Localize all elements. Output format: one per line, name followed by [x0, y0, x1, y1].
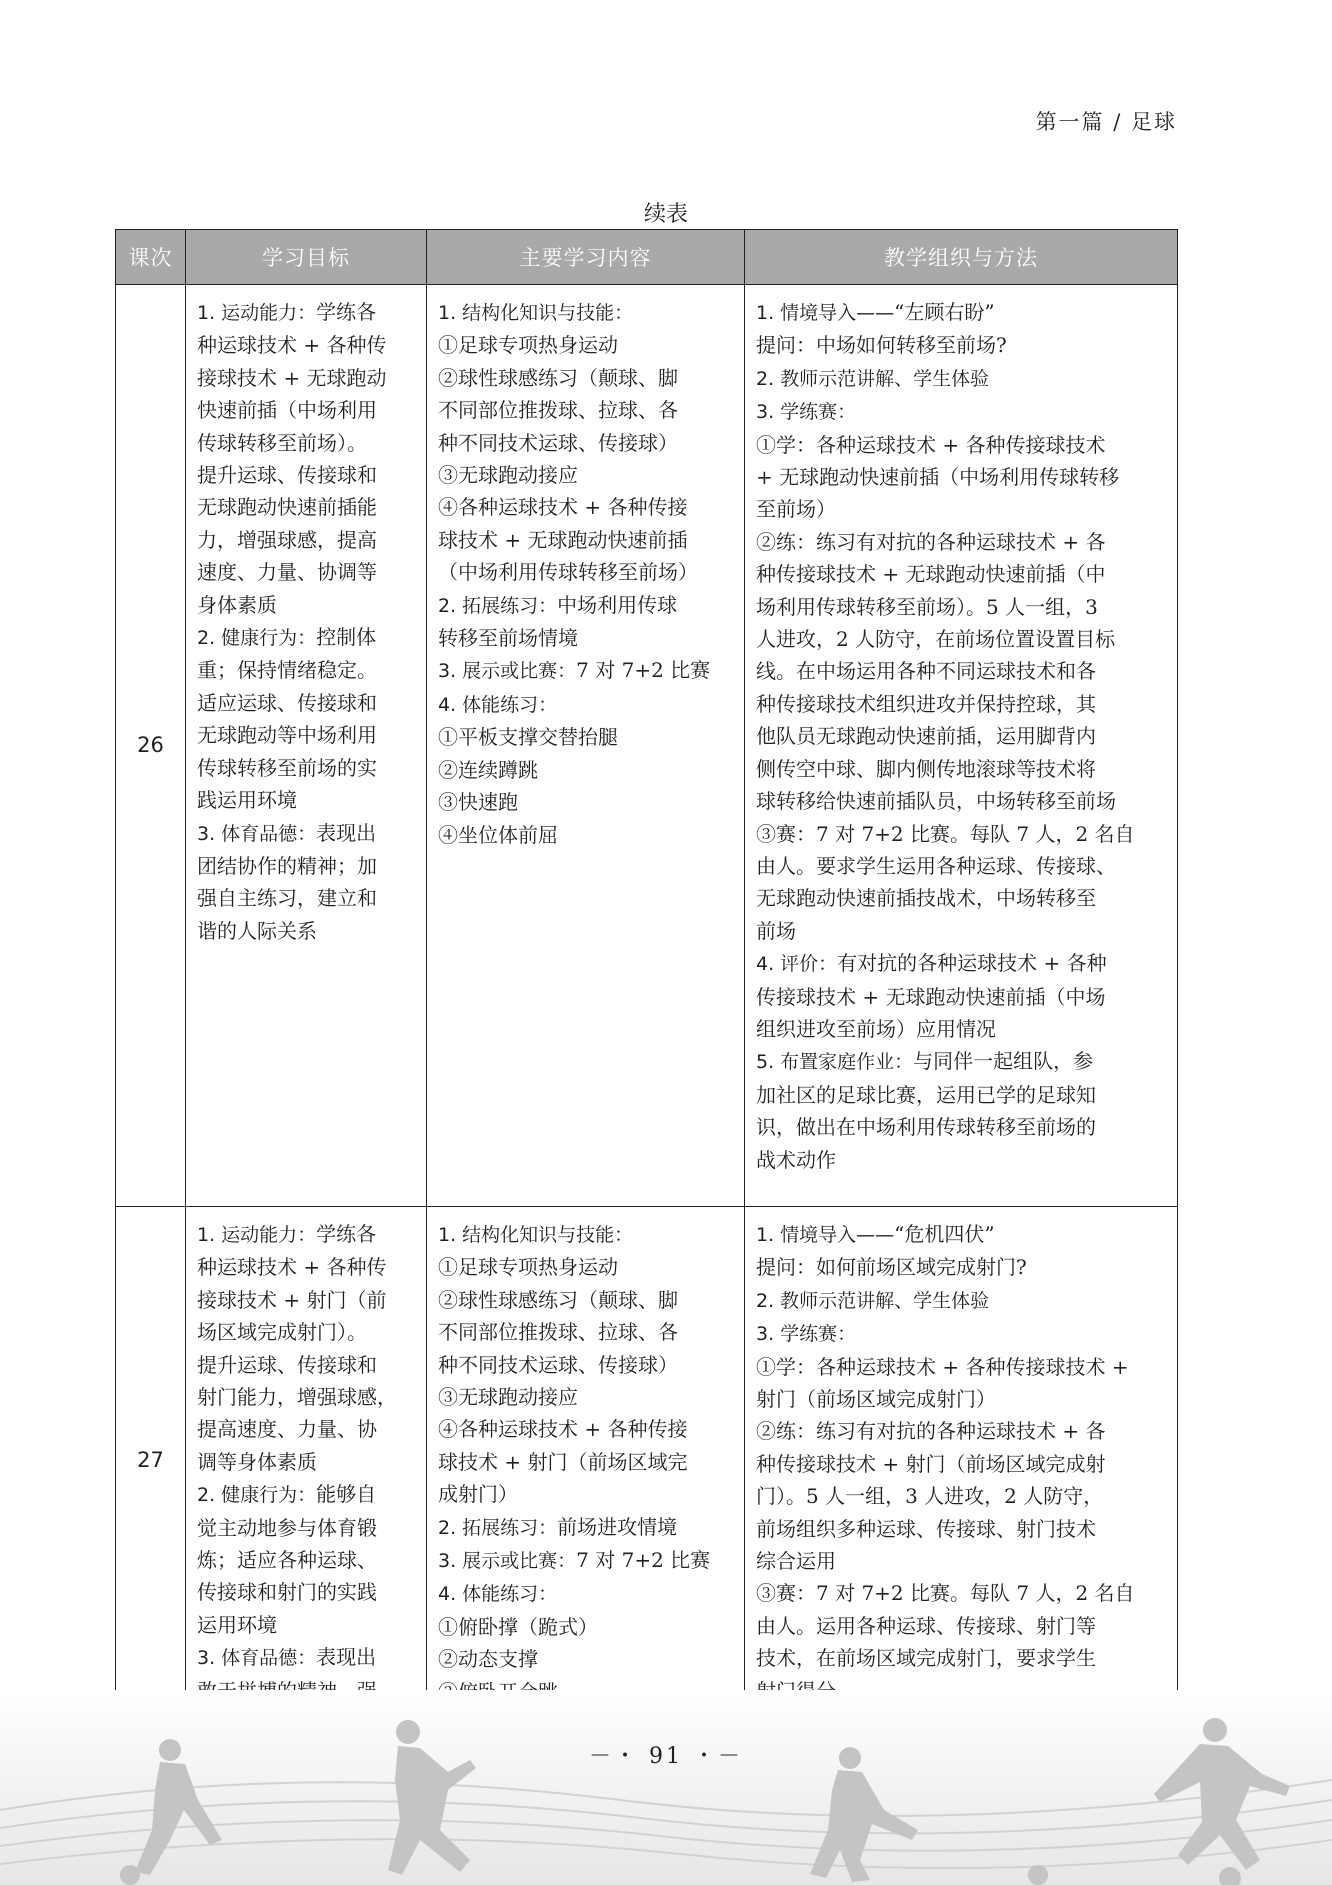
section-heading: 2. 拓展练习： — [438, 594, 558, 617]
section-heading: 3. 学练赛： — [756, 1323, 857, 1346]
text-line — [756, 493, 1167, 525]
body-text: 种不同技术运球、传接球） — [438, 430, 678, 455]
learning-content-cell — [427, 285, 745, 1207]
text-line — [197, 1609, 416, 1641]
section-heading: 1. 结构化知识与技能： — [438, 1224, 634, 1246]
body-text: 综合运用 — [756, 1549, 836, 1574]
text-line — [197, 882, 416, 914]
section-heading: 2. 健康行为： — [197, 1484, 317, 1507]
column-header-goals: 学习目标 — [186, 230, 427, 285]
text-line — [438, 1284, 734, 1316]
body-text: 速度、力量、协调等 — [197, 560, 377, 585]
text-line — [197, 817, 416, 850]
section-heading: 3. 体育品德： — [197, 1647, 317, 1670]
text-line — [438, 654, 734, 687]
text-line — [756, 591, 1167, 623]
running-head: 第一篇 / 足球 — [1035, 110, 1177, 134]
text-line — [756, 1317, 1167, 1350]
text-line — [197, 1218, 416, 1251]
body-text: 7 对 7+2 比赛 — [576, 658, 711, 683]
body-text: ①足球专项热身运动 — [438, 1255, 618, 1280]
body-text: 觉主动地参与体育锻 — [197, 1515, 377, 1540]
body-text: ②球性球感练习（颠球、脚 — [438, 1287, 678, 1312]
body-text: 无球跑动快速前插技战术，中场转移至 — [756, 886, 1096, 911]
text-line — [438, 819, 734, 851]
text-line — [756, 1545, 1167, 1577]
section-heading: 2. 教师示范讲解、学生体验 — [756, 1289, 990, 1312]
section-heading: 3. 展示或比赛： — [438, 1550, 577, 1573]
text-line — [438, 1544, 734, 1577]
body-text: 转移至前场情境 — [438, 626, 578, 651]
learning-goals-cell — [186, 285, 427, 1207]
text-line — [197, 427, 416, 459]
body-text: + 无球跑动快速前插（中场利用传球转移 — [756, 465, 1120, 490]
body-text: 践运用环境 — [197, 788, 297, 813]
body-text: 传接球和射门的实践 — [197, 1580, 377, 1605]
text-line — [756, 1144, 1167, 1176]
text-line — [197, 1576, 416, 1608]
body-text: 身体素质 — [197, 592, 277, 617]
column-header-lesson: 课次 — [116, 230, 186, 285]
text-line — [756, 1480, 1167, 1512]
body-text: ②球性球感练习（颠球、脚 — [438, 365, 678, 390]
lesson-number: 26 — [116, 285, 186, 1207]
text-line — [756, 329, 1167, 361]
body-text: 提升运球、传接球和 — [197, 1352, 377, 1377]
body-text: 表现出 — [316, 1645, 377, 1670]
text-line — [756, 526, 1167, 558]
body-text: ②练：练习有对抗的各种运球技术 + 各 — [756, 529, 1106, 554]
text-line — [197, 362, 416, 394]
learning-goals-cell — [186, 1207, 427, 1715]
text-line — [197, 621, 416, 654]
text-line — [756, 1251, 1167, 1283]
body-text: ④坐位体前屈 — [438, 822, 558, 847]
text-line — [756, 785, 1167, 817]
teaching-methods-cell — [745, 1207, 1178, 1715]
body-text: 由人。运用各种运球、传接球、射门等 — [756, 1613, 1096, 1638]
body-text: 前场 — [756, 918, 796, 943]
body-text: 接球技术 + 射门（前 — [197, 1287, 387, 1312]
text-line — [197, 784, 416, 816]
text-line — [197, 589, 416, 621]
column-header-methods: 教学组织与方法 — [745, 230, 1178, 285]
section-heading: 2. 拓展练习： — [438, 1516, 558, 1539]
body-text: 场利用传球转移至前场）。5 人一组，3 — [756, 594, 1098, 619]
body-text: 接球技术 + 无球跑动 — [197, 365, 387, 390]
body-text: ①足球专项热身运动 — [438, 333, 618, 358]
body-text: 种传接球技术 + 射门（前场区域完成射 — [756, 1451, 1106, 1476]
body-text: 运用环境 — [197, 1612, 277, 1637]
body-text: 提高速度、力量、协 — [197, 1417, 377, 1442]
body-text: 7 对 7+2 比赛 — [576, 1548, 711, 1573]
body-text: 种传接球技术 + 无球跑动快速前插（中 — [756, 562, 1106, 587]
text-line — [756, 461, 1167, 493]
body-text: 表现出 — [316, 820, 377, 845]
body-text: ④各种运球技术 + 各种传接 — [438, 495, 688, 520]
text-line — [756, 947, 1167, 980]
body-text: 重；保持情绪稳定。 — [197, 658, 377, 683]
body-text: 学练各 — [316, 1222, 377, 1246]
text-line — [438, 459, 734, 491]
text-line — [756, 296, 1167, 329]
body-text: 门）。5 人一组，3 人进攻，2 人防守， — [756, 1484, 1104, 1509]
lesson-number: 27 — [116, 1207, 186, 1715]
text-line — [756, 1642, 1167, 1674]
body-text: 炼；适应各种运球、 — [197, 1548, 377, 1573]
section-heading: 2. 教师示范讲解、学生体验 — [756, 367, 990, 390]
text-line — [438, 1577, 734, 1610]
body-text: 有对抗的各种运球技术 + 各种 — [837, 951, 1107, 976]
body-text: 成射门） — [438, 1482, 518, 1507]
text-line — [197, 1284, 416, 1316]
section-heading: 3. 展示或比赛： — [438, 660, 577, 683]
body-text: 提问：如何前场区域完成射门? — [756, 1255, 1027, 1280]
text-line — [438, 688, 734, 721]
body-text: 加社区的足球比赛，运用已学的足球知 — [756, 1082, 1096, 1107]
text-line — [756, 1111, 1167, 1143]
text-line — [197, 915, 416, 947]
body-text: 至前场） — [756, 497, 836, 522]
body-text: 线。在中场运用各种不同运球技术和各 — [756, 659, 1096, 684]
body-text: ②练：练习有对抗的各种运球技术 + 各 — [756, 1419, 1106, 1444]
body-text: 强自主练习，建立和 — [197, 886, 377, 911]
body-text: 球技术 + 射门（前场区域完 — [438, 1449, 688, 1474]
text-line — [197, 1512, 416, 1544]
text-line — [197, 1381, 416, 1413]
body-text: 种运球技术 + 各种传 — [197, 333, 387, 358]
page-number: －・ 91 ・－ — [589, 1744, 743, 1769]
section-heading: 5. 布置家庭作业： — [756, 1051, 914, 1074]
body-text: 场区域完成射门）。 — [197, 1320, 367, 1345]
body-text: 前场组织多种运球、传接球、射门技术 — [756, 1516, 1096, 1541]
body-text: ③无球跑动接应 — [438, 463, 578, 488]
text-line — [438, 524, 734, 556]
body-text: ①学：各种运球技术 + 各种传接球技术 + — [756, 1354, 1129, 1379]
text-line — [756, 981, 1167, 1013]
body-text: 无球跑动快速前插能 — [197, 495, 377, 520]
text-line — [756, 915, 1167, 947]
body-text: 无球跑动等中场利用 — [197, 723, 377, 748]
body-text: 与同伴一起组队，参 — [913, 1049, 1094, 1074]
text-line — [756, 753, 1167, 785]
body-text: 侧传空中球、脚内侧传地滚球等技术将 — [756, 756, 1096, 781]
text-line — [756, 1284, 1167, 1317]
body-text: ③赛：7 对 7+2 比赛。每队 7 人，2 名自 — [756, 1581, 1135, 1606]
body-text: 适应运球、传接球和 — [197, 690, 377, 715]
text-line — [756, 1577, 1167, 1609]
body-text: 学练各 — [316, 300, 377, 324]
text-line — [438, 1413, 734, 1445]
body-text: ③赛：7 对 7+2 比赛。每队 7 人，2 名自 — [756, 821, 1135, 846]
text-line — [756, 1045, 1167, 1078]
learning-content-cell — [427, 1207, 745, 1715]
text-line — [438, 754, 734, 786]
body-text: 技术，在前场区域完成射门，要求学生 — [756, 1646, 1096, 1671]
text-line — [756, 1610, 1167, 1642]
text-line — [438, 394, 734, 426]
text-line — [438, 362, 734, 394]
text-line — [197, 1251, 416, 1283]
body-text: 球技术 + 无球跑动快速前插 — [438, 527, 688, 552]
body-text: ②动态支撑 — [438, 1647, 538, 1672]
text-line — [756, 882, 1167, 914]
text-line — [438, 329, 734, 361]
section-heading: 4. 体能练习： — [438, 693, 558, 716]
body-text: 控制体 — [316, 625, 377, 650]
text-line — [438, 1478, 734, 1510]
text-line — [756, 623, 1167, 655]
text-line — [756, 1383, 1167, 1415]
body-text: 组织进攻至前场）应用情况 — [756, 1016, 996, 1041]
text-line — [756, 1351, 1167, 1383]
section-heading: 1. 情境导入—— — [756, 1224, 895, 1246]
body-text: ①学：各种运球技术 + 各种传接球技术 — [756, 432, 1106, 457]
body-text: （中场利用传球转移至前场） — [438, 560, 698, 585]
text-line — [438, 721, 734, 753]
body-text: “危机四伏” — [894, 1222, 995, 1246]
text-line — [756, 1415, 1167, 1447]
text-line — [756, 720, 1167, 752]
text-line — [438, 1218, 734, 1251]
body-text: 传球转移至前场的实 — [197, 755, 377, 780]
body-text: 不同部位推拨球、拉球、各 — [438, 398, 678, 423]
body-text: 快速前插（中场利用 — [197, 398, 377, 423]
text-line — [197, 654, 416, 686]
text-line — [756, 688, 1167, 720]
text-line — [197, 329, 416, 361]
text-line — [197, 524, 416, 556]
text-line — [197, 296, 416, 329]
text-line — [438, 1316, 734, 1348]
body-text: “左顾右盼” — [894, 300, 995, 324]
text-line — [438, 556, 734, 588]
text-line — [438, 1511, 734, 1544]
text-line — [438, 1446, 734, 1478]
text-line — [438, 1611, 734, 1643]
body-text: 他队员无球跑动快速前插，运用脚背内 — [756, 724, 1096, 749]
body-text: 中场利用传球 — [557, 592, 678, 617]
text-line — [197, 1544, 416, 1576]
body-text: 战术动作 — [756, 1147, 836, 1172]
body-text: 种传接球技术组织进攻并保持控球，其 — [756, 691, 1096, 716]
section-heading: 1. 运动能力： — [197, 302, 317, 324]
column-header-content: 主要学习内容 — [427, 230, 745, 285]
text-line — [756, 1218, 1167, 1251]
text-line — [756, 1448, 1167, 1480]
text-line — [438, 1381, 734, 1413]
lesson-plan-table — [115, 229, 1178, 1715]
text-line — [438, 1349, 734, 1381]
body-text: 提问：中场如何转移至前场? — [756, 333, 1007, 358]
text-line — [756, 395, 1167, 428]
body-text: 射门（前场区域完成射门） — [756, 1387, 996, 1412]
text-line — [438, 491, 734, 523]
body-text: 提升运球、传接球和 — [197, 463, 377, 488]
section-heading: 1. 运动能力： — [197, 1224, 317, 1246]
text-line — [756, 558, 1167, 590]
text-line — [197, 850, 416, 882]
body-text: 种运球技术 + 各种传 — [197, 1255, 387, 1280]
body-text: 能够自 — [316, 1482, 377, 1507]
text-line — [438, 1643, 734, 1675]
text-line — [438, 589, 734, 622]
body-text: 调等身体素质 — [197, 1449, 317, 1474]
text-line — [756, 655, 1167, 687]
section-heading: 3. 体育品德： — [197, 822, 317, 845]
text-line — [438, 1251, 734, 1283]
text-line — [197, 1413, 416, 1445]
text-line — [197, 1478, 416, 1511]
section-heading: 1. 情境导入—— — [756, 302, 895, 324]
text-line — [197, 1446, 416, 1478]
text-line — [197, 459, 416, 491]
section-heading: 1. 结构化知识与技能： — [438, 302, 634, 324]
text-line — [197, 556, 416, 588]
text-line — [756, 818, 1167, 850]
text-line — [197, 491, 416, 523]
body-text: 前场进攻情境 — [557, 1514, 678, 1539]
body-text: ④各种运球技术 + 各种传接 — [438, 1417, 688, 1442]
body-text: 谐的人际关系 — [197, 918, 317, 943]
body-text: ①平板支撑交替抬腿 — [438, 725, 618, 750]
table-header-row — [116, 230, 1178, 285]
text-line — [438, 296, 734, 329]
teaching-methods-cell — [745, 285, 1178, 1207]
text-line — [756, 429, 1167, 461]
body-text: 射门能力，增强球感， — [197, 1385, 397, 1410]
text-line — [197, 752, 416, 784]
text-line — [756, 1013, 1167, 1045]
body-text: 种不同技术运球、传接球） — [438, 1352, 678, 1377]
text-line — [438, 786, 734, 818]
body-text: 球转移给快速前插队员，中场转移至前场 — [756, 789, 1116, 814]
text-line — [756, 850, 1167, 882]
body-text: 识，做出在中场利用传球转移至前场的 — [756, 1115, 1096, 1140]
text-line — [197, 1349, 416, 1381]
body-text: 人进攻，2 人防守，在前场位置设置目标 — [756, 627, 1116, 652]
body-text: ③无球跑动接应 — [438, 1385, 578, 1410]
table-row — [116, 285, 1178, 1207]
body-text: ①俯卧撑（跪式） — [438, 1614, 598, 1639]
text-line — [197, 394, 416, 426]
body-text: ③快速跑 — [438, 790, 518, 815]
text-line — [197, 719, 416, 751]
text-line — [197, 1641, 416, 1674]
text-line — [756, 1513, 1167, 1545]
body-text: 传球转移至前场）。 — [197, 430, 367, 455]
text-line — [756, 362, 1167, 395]
body-text: 由人。要求学生运用各种运球、传接球、 — [756, 853, 1116, 878]
section-heading: 4. 体能练习： — [438, 1583, 558, 1606]
table-row — [116, 1207, 1178, 1715]
body-text: 力，增强球感，提高 — [197, 527, 377, 552]
section-heading: 2. 健康行为： — [197, 627, 317, 650]
body-text: 不同部位推拨球、拉球、各 — [438, 1320, 678, 1345]
text-line — [197, 687, 416, 719]
body-text: 传接球技术 + 无球跑动快速前插（中场 — [756, 984, 1106, 1009]
body-text: ②连续蹲跳 — [438, 757, 538, 782]
section-heading: 4. 评价： — [756, 953, 838, 976]
soccer-players-footer-illustration — [0, 1690, 1332, 1885]
text-line — [756, 1079, 1167, 1111]
section-heading: 3. 学练赛： — [756, 401, 857, 424]
text-line — [438, 427, 734, 459]
table-caption: 续表 — [643, 202, 688, 227]
body-text: 团结协作的精神；加 — [197, 853, 377, 878]
text-line — [197, 1316, 416, 1348]
text-line — [438, 622, 734, 654]
